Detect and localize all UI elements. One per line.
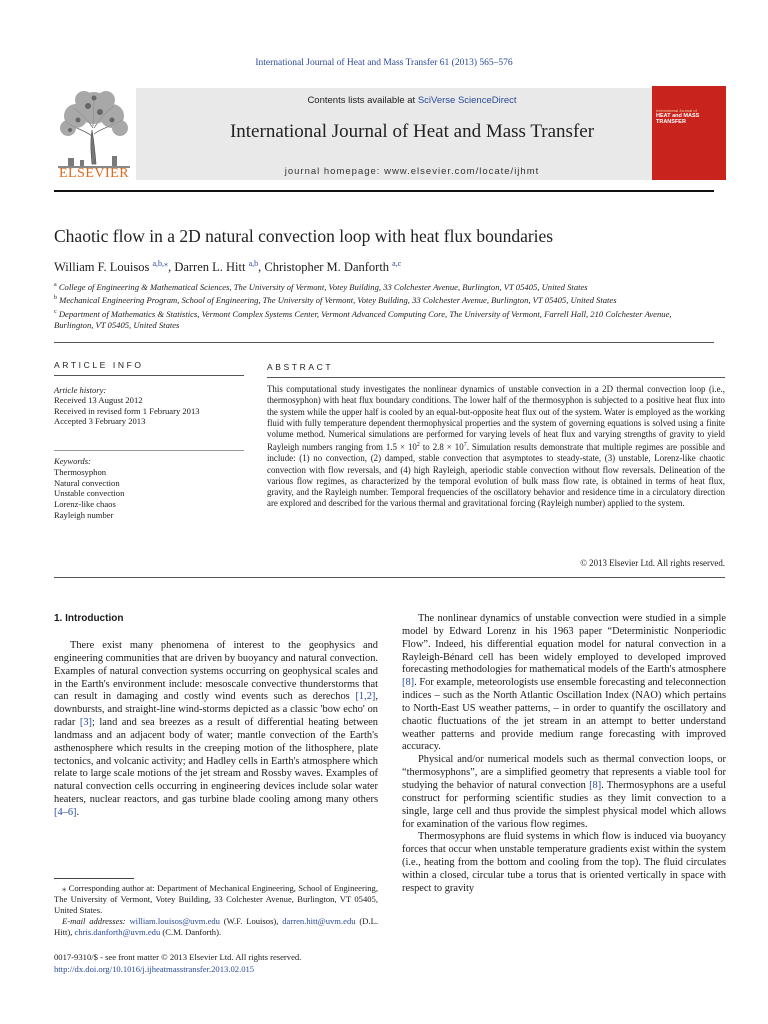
keyword-item: Thermosyphon <box>54 466 107 477</box>
citation-ref[interactable]: [3] <box>79 717 92 729</box>
abstract-heading: ABSTRACT <box>267 362 334 372</box>
footnote-divider <box>54 878 134 879</box>
keywords-divider <box>54 450 244 451</box>
body-text: There exist many phenomena of interest to the geophysics and engineering communities that are driven by buoyancy and natural convection. Examples of natural convection systems occurring on geophysical scales and in the Earth's environment include: mesoscale convective thunderstorms that can result in damaging and costly wind events such as derechos <box>54 640 378 703</box>
keywords-label: Keywords: <box>54 456 91 466</box>
keywords <box>54 456 244 521</box>
affiliation-text: Department of Mathematics & Statistics, Vermont Complex Systems Center, Vermont Advanced Computing Core, The University of Vermont, Farrell Hall, 210 Colchester Avenue, Burlington, VT 05405, United States <box>54 308 672 331</box>
affiliation-mark: a <box>54 282 57 288</box>
section-heading-introduction: 1. Introduction <box>54 613 124 624</box>
abstract-exponent: 7 <box>463 442 467 449</box>
history-received: Received 13 August 2012 <box>54 395 143 406</box>
abstract-body <box>267 384 725 510</box>
affiliations <box>54 280 694 332</box>
abstract-bottom-rule <box>54 577 725 578</box>
corresponding-author-note: ⁎ Corresponding author at: Department of Mechanical Engineering, School of Engineering, The University of Vermont, Votey Building, 33 Colchester Avenue, Burlington, VT 05405, United States. <box>54 883 378 915</box>
doi-link[interactable]: http://dx.doi.org/10.1016/j.ijheatmasstransfer.2013.02.015 <box>54 963 255 974</box>
body-text: , downbursts, and straight-line wind-storms depicted as a classic 'bow echo' on radar <box>54 691 378 729</box>
publication-meta <box>54 952 394 975</box>
author-affiliation-marks[interactable]: a,c <box>392 259 402 268</box>
author-affiliation-marks[interactable]: a,b <box>248 259 259 268</box>
email-addresses <box>54 916 378 938</box>
journal-title[interactable]: International Journal of Heat and Mass Transfer <box>229 121 595 142</box>
keyword-item: Unstable convection <box>54 488 125 499</box>
journal-info-box <box>136 88 688 180</box>
history-revised: Received in revised form 1 February 2013 <box>54 405 200 416</box>
article-info-heading: ARTICLE INFO <box>54 360 144 370</box>
footnotes <box>54 883 378 938</box>
email-owner: (D.L. Hitt), <box>54 916 378 937</box>
author-name: William F. Louisos <box>54 260 150 275</box>
email-link[interactable]: darren.hitt@uvm.edu <box>282 916 356 926</box>
issn-line: 0017-9310/$ - see front matter © 2013 Elsevier Ltd. All rights reserved. <box>54 952 302 962</box>
body-text: ; land and sea breezes as a result of differential heating between landmass and an adjacent body of water; mantle convection of the Earth's asthenosphere which results in the creeping motion of the lithosphere, plate tectonics, and volcanic activity; and Hadley cells in Earth's atmosphere which relate to large scale motions of the jet stream and Rossby waves. Examples of natural convection cells occurring in engineering devices include solar water heaters, nuclear reactors, and gas turbine blade cooling among many others <box>54 717 378 806</box>
history-accepted: Accepted 3 February 2013 <box>54 416 146 427</box>
abstract-copyright: © 2013 Elsevier Ltd. All rights reserved. <box>580 558 725 568</box>
citation-ref[interactable]: [8] <box>402 677 415 689</box>
affiliation-item <box>54 293 694 306</box>
affiliation-item <box>54 280 694 293</box>
citation-ref[interactable]: [1,2] <box>355 691 376 703</box>
homepage-link[interactable]: www.elsevier.com/locate/ijhmt <box>384 166 540 177</box>
affiliation-item <box>54 307 694 332</box>
abstract-text: This computational study investigates the nonlinear dynamics of unstable convection in a 2D thermal convection loop (i.e., thermosyphon) with heat flux boundary conditions. The lower half of the thermosyphon is subjected to a positive heat flux into the system while the upper half is cooled by an equal-but-opposite heat flux out of the system. Water is employed as the working fluid with fully temperature dependent thermophysical properties and the system of governing equations is solved using a finite volume method. Numerical simulations are performed for varying levels of heat flux and varying strengths of gravity to yield Rayleigh numbers ranging from 1.5 × 10 <box>267 384 725 453</box>
email-link[interactable]: chris.danforth@uvm.edu <box>74 927 161 937</box>
homepage-prefix: journal homepage: <box>284 166 385 177</box>
body-paragraph <box>54 640 378 820</box>
affiliation-mark: c <box>54 308 57 315</box>
journal-citation[interactable]: International Journal of Heat and Mass Transfer 61 (2013) 565–576 <box>255 58 513 68</box>
article-info-rule <box>54 375 244 376</box>
body-paragraph: Thermosyphons are fluid systems in which flow is induced via buoyancy forces that occur when unstable temperature gradients exist within the system (i.e., heating from the bottom and cooling from the top). The fluid circulates within a closed, circular tube a torus that is oriented vertically in space with respect to gravity <box>402 831 726 894</box>
email-owner: (C.M. Danforth). <box>160 927 222 937</box>
homepage-line <box>136 166 688 177</box>
body-text: The nonlinear dynamics of unstable convection were studied in a simple model by Edward Lorenz in his 1963 paper “Deterministic Nonperiodic Flow”. Indeed, his differential equation model for natural convection in a Rayleigh-Bénard cell has been widely employed to developed improved forecasting methodologies for mathematical models of the Earth's atmosphere <box>402 613 726 676</box>
article-title: Chaotic flow in a 2D natural convection loop with heat flux boundaries <box>54 226 554 246</box>
author-affiliation-marks[interactable]: a,b,⁎ <box>152 259 169 268</box>
body-column-right <box>402 613 726 896</box>
contents-prefix: Contents lists available at <box>307 95 418 106</box>
body-column-left <box>54 640 378 820</box>
citation-ref[interactable]: [4–6] <box>54 806 77 818</box>
body-text: . <box>76 806 80 818</box>
keyword-item: Rayleigh number <box>54 509 114 520</box>
affiliations-divider <box>54 342 714 343</box>
email-label: E-mail addresses: <box>62 916 130 926</box>
body-paragraph <box>402 613 726 754</box>
affiliation-text: College of Engineering & Mathematical Sciences, The University of Vermont, Votey Building, 33 Colchester Avenue, Burlington, VT 05405, United States <box>58 281 588 292</box>
sciencedirect-link[interactable]: SciVerse ScienceDirect <box>417 95 517 106</box>
author-name: Darren L. Hitt <box>174 260 246 275</box>
body-paragraph <box>402 754 726 831</box>
cover-subtitle: International Journal of <box>656 108 697 113</box>
body-text: Physical and/or numerical models such as thermal convection loops, or “thermosyphons”, are a simplified geometry that represents a viable tool for studying the behavior of natural convection <box>402 754 726 791</box>
email-owner: (W.F. Louisos), <box>219 916 283 926</box>
affiliation-mark: b <box>54 295 57 302</box>
keyword-item: Natural convection <box>54 477 120 488</box>
elsevier-wordmark: ELSEVIER <box>58 166 130 181</box>
body-text: . Thermosyphons are a useful construct for performing scientific studies as they limit convection to a single, large cell and thus provide the simplest physical model which allows for examination of the various flow regimes. <box>402 779 726 830</box>
author-list: William F. Louisos $^{a,b,⁎}$, Darren L. Hitt $^{a,b}$, Christopher M. Danforth $^{a,c}$ <box>54 259 402 275</box>
history-label: Article history: <box>54 385 107 395</box>
article-history <box>54 385 244 427</box>
cover-title: HEAT and MASS TRANSFER <box>656 113 700 125</box>
affiliation-text: Mechanical Engineering Program, School of Engineering, The University of Vermont, Votey Building, 33 Colchester Avenue, Burlington, VT 05405, United States <box>59 295 617 306</box>
abstract-text: . Simulation results demonstrate that multiple regimes are possible and include: (1) no convection, (2) damped, stable convection that asymptotes to steady-state, (3) unstable, Lorenz-like chaotic convection with flow reversals, and (4) high Rayleigh, aperiodic stable convection without flow reversals. Delineation of the various flow regimes, as characterized by the temporal evolution of bulk mass flow rate, is obtained in terms of heat flux, gravity, and the Rayleigh number. Temporal frequencies of the oscillatory behavior and residence time in a circulatory direction are explored and described for the various thermal and gravitational forcing (Rayleigh number) applied to the system. <box>267 442 725 509</box>
abstract-text: to 2.8 × 10 <box>419 442 464 453</box>
journal-header <box>54 86 714 182</box>
contents-line <box>136 95 688 106</box>
journal-cover-thumbnail-icon[interactable] <box>652 86 726 180</box>
abstract-exponent: 2 <box>416 442 420 449</box>
keyword-item: Lorenz-like chaos <box>54 499 116 510</box>
citation-ref[interactable]: [8] <box>589 779 602 791</box>
body-text: . For example, meteorologists use ensemble forecasting and teleconnection indices – such as the North Atlantic Oscillation Index (NAO) which pertains to North-East US weather patterns, – in order to quantify the oscillatory and chaotic fluctuations of the jet stream in an attempt to better understand weather patterns and provide medium range forecasting with improved accuracy. <box>402 677 726 753</box>
abstract-rule <box>267 377 725 378</box>
elsevier-logo[interactable] <box>54 86 134 182</box>
header-divider <box>54 190 714 192</box>
author-name: Christopher M. Danforth <box>264 260 390 275</box>
email-link[interactable]: william.louisos@uvm.edu <box>129 916 220 926</box>
